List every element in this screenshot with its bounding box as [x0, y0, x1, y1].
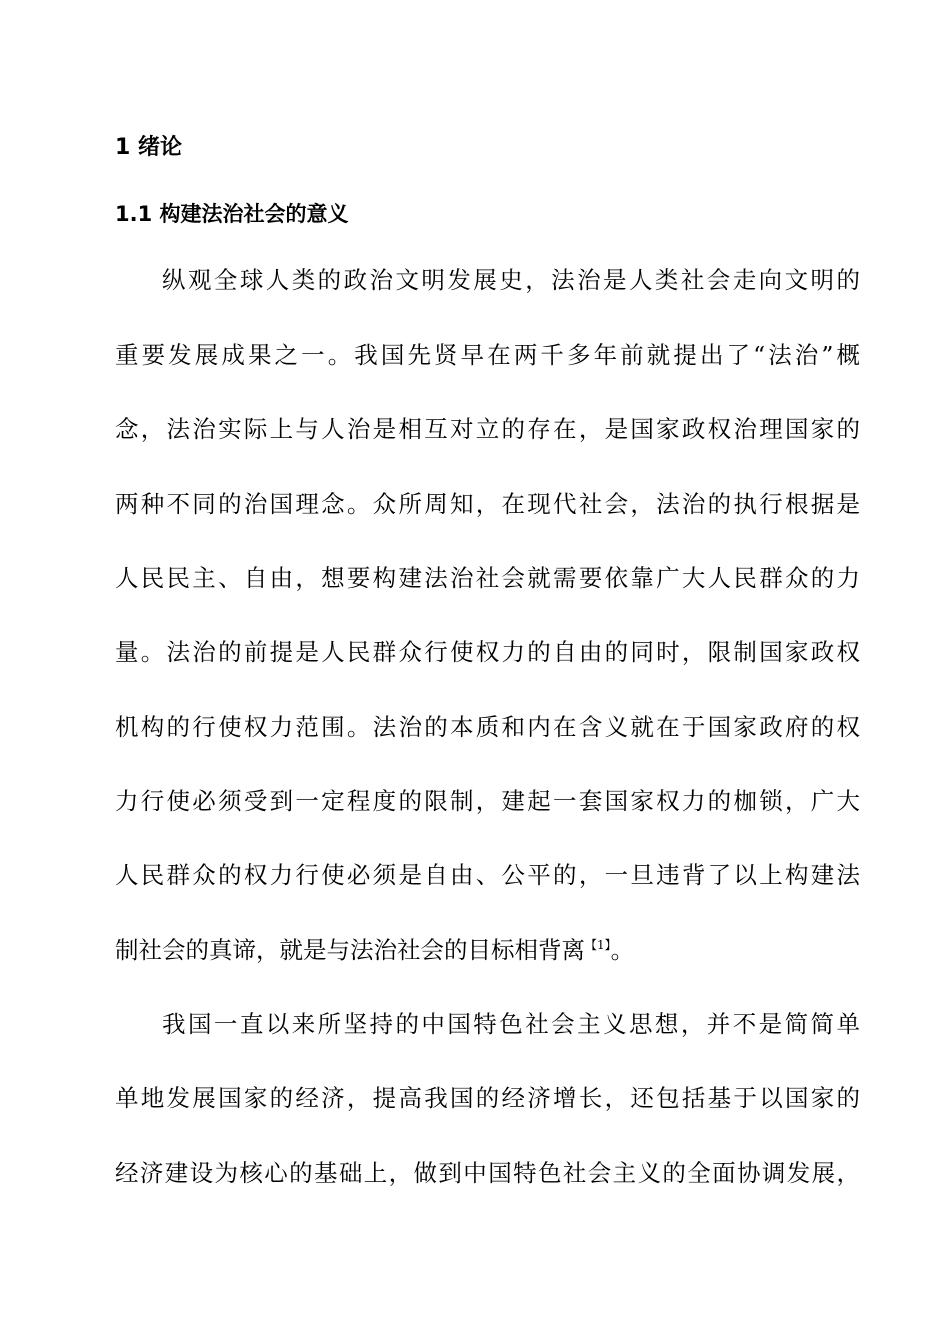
- paragraph-line-text: 制社会的真谛，就是与法治社会的目标相背离: [115, 936, 585, 964]
- paragraph-line: 重要发展成果之一。我国先贤早在两千多年前就提出了“法治”概: [115, 341, 860, 369]
- paragraph-line: 人民群众的权力行使必须是自由、公平的，一旦违背了以上构建法: [115, 861, 860, 889]
- paragraph-line: 单地发展国家的经济，提高我国的经济增长，还包括基于以国家的: [115, 1084, 860, 1112]
- paragraph-line: 两种不同的治国理念。众所周知，在现代社会，法治的执行根据是: [115, 490, 860, 518]
- paragraph-line: 念，法治实际上与人治是相互对立的存在，是国家政权治理国家的: [115, 415, 860, 443]
- paragraph-line: 机构的行使权力范围。法治的本质和内在含义就在于国家政府的权: [115, 713, 860, 741]
- citation-marker: 【1】: [585, 938, 611, 952]
- paragraph-last-line: [115, 934, 860, 966]
- paragraph-line-end: 。: [610, 936, 635, 964]
- section-heading: 1.1 构建法治社会的意义: [115, 202, 349, 226]
- paragraph-line: 我国一直以来所坚持的中国特色社会主义思想，并不是简简单: [162, 1010, 860, 1038]
- paragraph-line: 量。法治的前提是人民群众行使权力的自由的同时，限制国家政权: [115, 638, 860, 666]
- chapter-heading: 1 绪论: [115, 135, 182, 160]
- paragraph-line: 力行使必须受到一定程度的限制，建起一套国家权力的枷锁，广大: [115, 787, 860, 815]
- paragraph-line: 纵观全球人类的政治文明发展史，法治是人类社会走向文明的: [162, 266, 860, 294]
- paragraph-line: 人民民主、自由，想要构建法治社会就需要依靠广大人民群众的力: [115, 564, 860, 592]
- paragraph-line: 经济建设为核心的基础上，做到中国特色社会主义的全面协调发展，: [115, 1159, 860, 1187]
